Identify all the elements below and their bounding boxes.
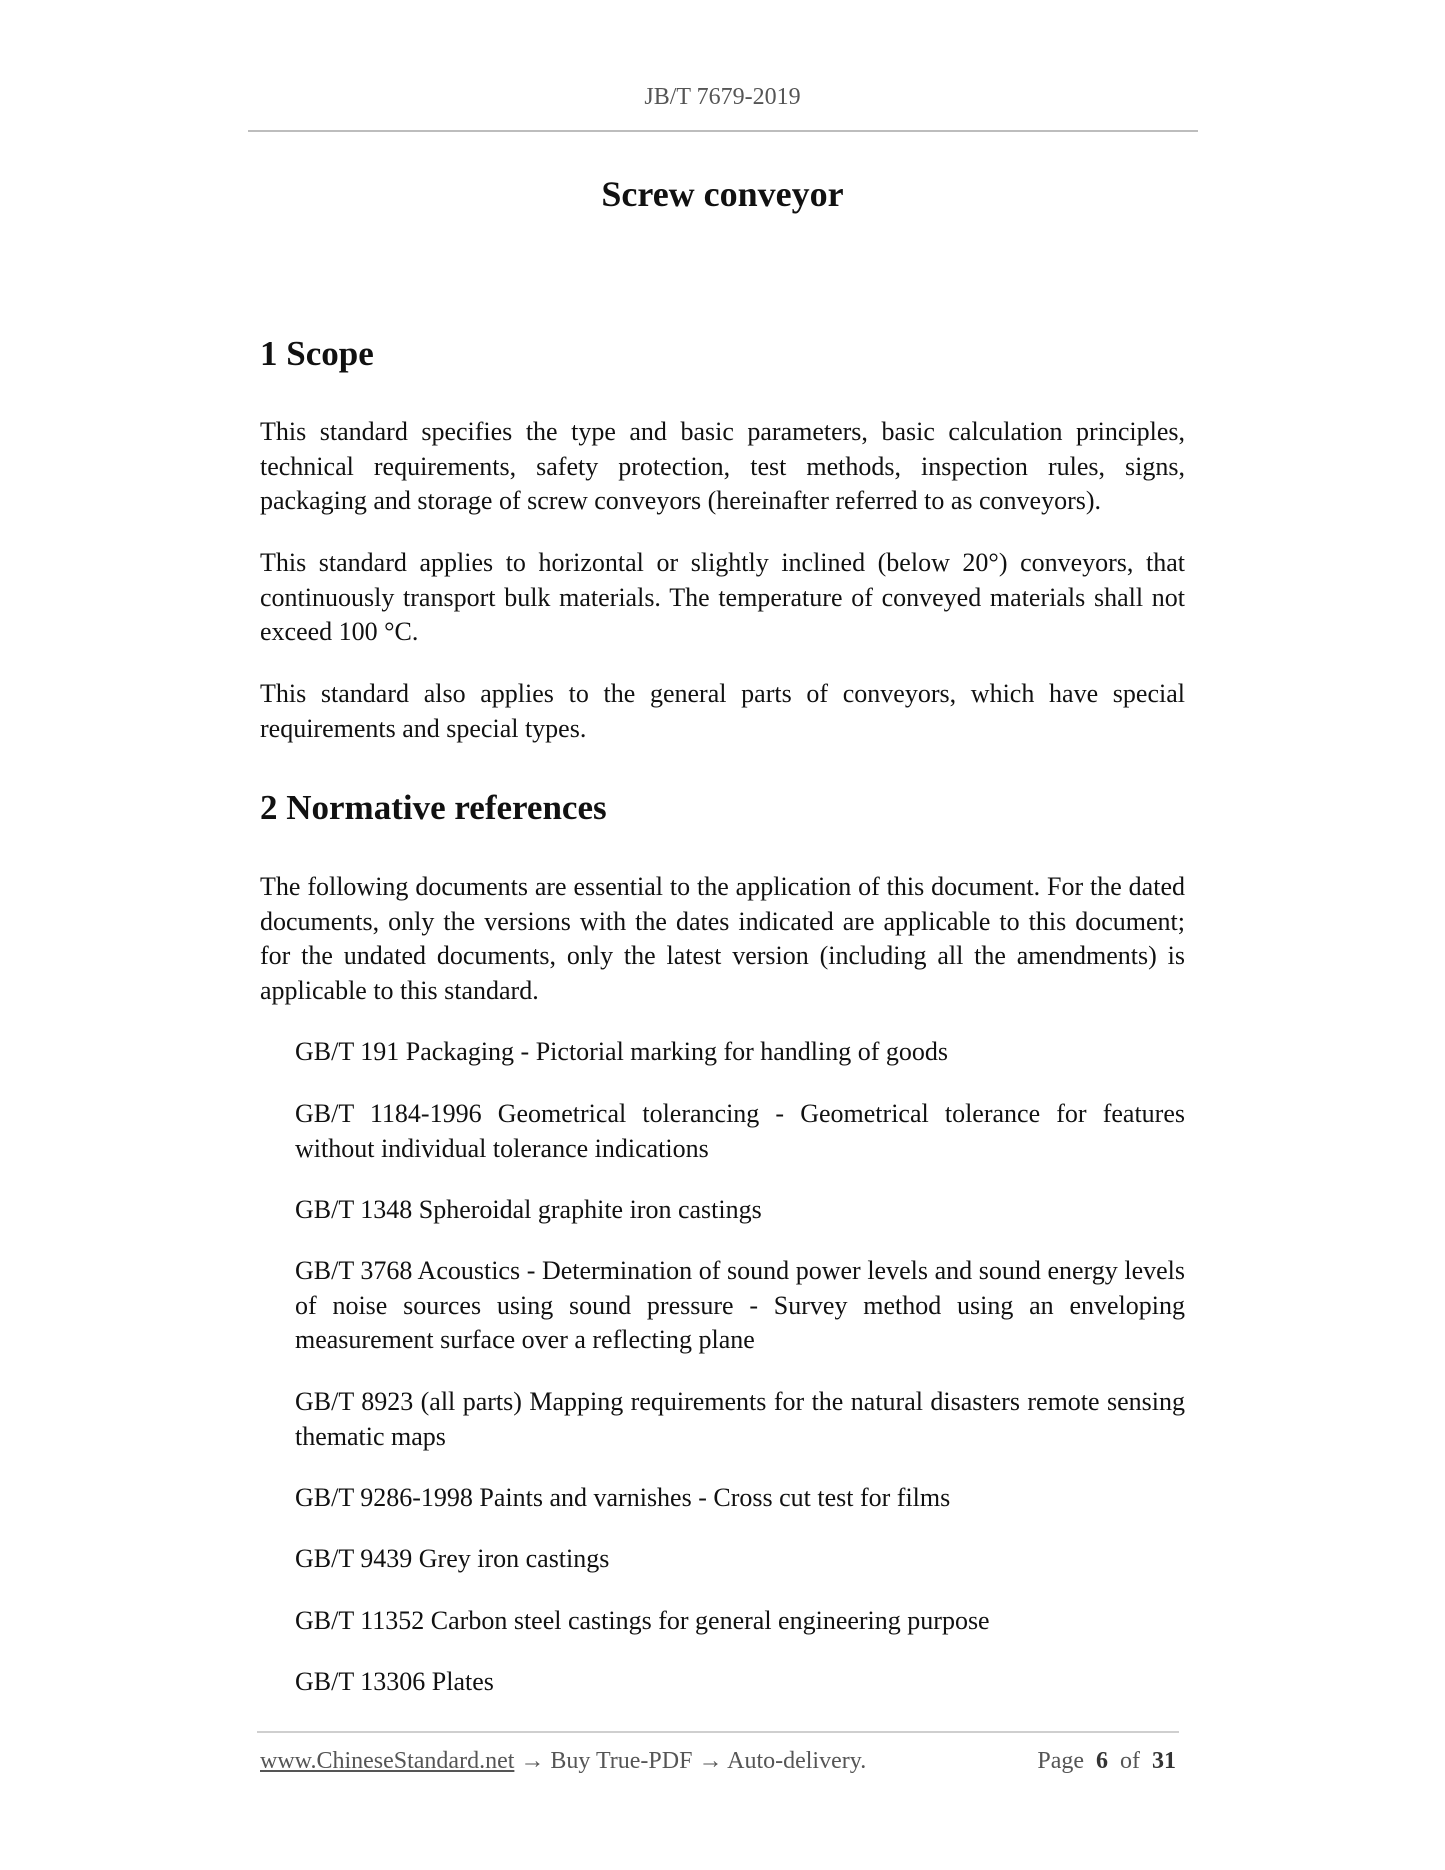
reference-item: GB/T 9439 Grey iron castings	[295, 1544, 610, 1573]
reference-item: GB/T 1184-1996 Geometrical tolerancing - Geometrical tolerance for features without individual tolerance indications	[295, 1099, 1185, 1163]
total-pages: 31	[1152, 1748, 1176, 1774]
of-label: of	[1120, 1748, 1140, 1774]
scope-paragraph: This standard also applies to the general parts of conveyors, which have special requirements and special types.	[260, 679, 1185, 743]
section-heading-normative-references: 2 Normative references	[260, 788, 607, 827]
header-divider	[248, 130, 1198, 132]
running-header: JB/T 7679-2019	[644, 84, 801, 110]
reference-item: GB/T 8923 (all parts) Mapping requirements for the natural disasters remote sensing thematic maps	[295, 1387, 1185, 1451]
scope-paragraph: This standard applies to horizontal or slightly inclined (below 20°) conveyors, that continuously transport bulk materials. The temperature of conveyed materials shall not exceed 100 °C.	[260, 548, 1185, 646]
reference-item: GB/T 191 Packaging - Pictorial marking for handling of goods	[295, 1037, 949, 1066]
page-number: 6	[1096, 1748, 1108, 1774]
page-label: Page	[1037, 1748, 1084, 1774]
chinesestandard-link[interactable]: www.ChineseStandard.net	[260, 1748, 515, 1774]
document-title: Screw conveyor	[601, 174, 844, 214]
reference-item: GB/T 11352 Carbon steel castings for general engineering purpose	[295, 1606, 990, 1635]
footer-promo	[260, 1748, 866, 1775]
section-heading-scope: 1 Scope	[260, 334, 374, 373]
footer-tagline: → Buy True-PDF → Auto-delivery.	[514, 1748, 867, 1774]
normative-intro-paragraph: The following documents are essential to the application of this document. For the dated documents, only the versions with the dates indicated are applicable to this document; for the undated documents, only the latest version (including all the amendments) is applicable to this standard.	[260, 872, 1185, 1005]
reference-item: GB/T 9286-1998 Paints and varnishes - Cross cut test for films	[295, 1483, 951, 1512]
scope-paragraph: This standard specifies the type and basic parameters, basic calculation principles, technical requirements, safety protection, test methods, inspection rules, signs, packaging and storage of screw conveyors (hereinafter referred to as conveyors).	[260, 417, 1185, 515]
reference-item: GB/T 13306 Plates	[295, 1667, 494, 1696]
reference-item: GB/T 1348 Spheroidal graphite iron castings	[295, 1195, 762, 1224]
footer-divider	[257, 1731, 1179, 1733]
reference-item: GB/T 3768 Acoustics - Determination of sound power levels and sound energy levels of noise sources using sound pressure - Survey method using an enveloping measurement surface over a reflecting plane	[295, 1256, 1185, 1354]
page-indicator	[1037, 1748, 1176, 1775]
